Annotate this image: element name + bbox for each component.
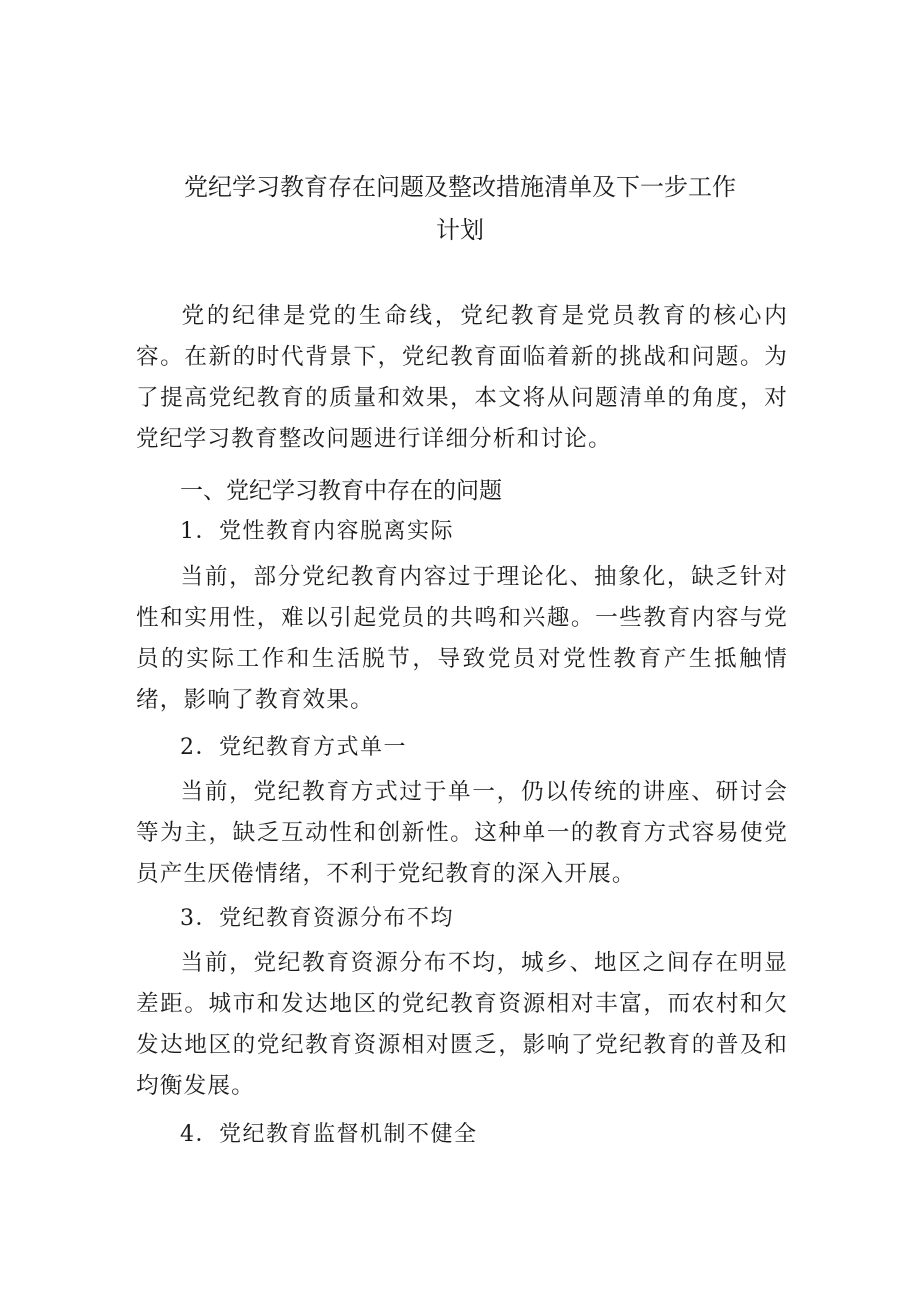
intro-text: 党的纪律是党的生命线，党纪教育是党员教育的核心内容。在新的时代背景下，党纪教育面临着新的挑战和问题。为了提高党纪教育的质量和效果，本文将从问题清单的角度，对党纪学习教育整改问题进行详细分析和讨论。 <box>136 303 788 452</box>
intro-paragraph <box>136 296 788 460</box>
document-title-line1: 党纪学习教育存在问题及整改措施清单及下一步工作 <box>184 173 736 201</box>
item-body-3 <box>136 943 788 1107</box>
item-heading-1: 1．党性教育内容脱离实际 <box>180 519 454 544</box>
item-body-1-text: 当前，部分党纪教育内容过于理论化、抽象化，缺乏针对性和实用性，难以引起党员的共鸣和兴趣。一些教育内容与党员的实际工作和生活脱节，导致党员对党性教育产生抵触情绪，影响了教育效果。 <box>136 564 788 713</box>
section-heading: 一、党纪学习教育中存在的问题 <box>180 478 502 504</box>
document-title-line2: 计划 <box>436 216 484 244</box>
item-heading-4: 4．党纪教育监督机制不健全 <box>180 1122 478 1147</box>
item-heading-3: 3．党纪教育资源分布不均 <box>180 906 454 931</box>
item-body-3-text: 当前，党纪教育资源分布不均，城乡、地区之间存在明显差距。城市和发达地区的党纪教育资源相对丰富，而农村和欠发达地区的党纪教育资源相对匮乏，影响了党纪教育的普及和均衡发展。 <box>136 950 788 1099</box>
item-body-1 <box>136 557 788 721</box>
item-body-2 <box>136 772 788 895</box>
item-heading-2: 2．党纪教育方式单一 <box>180 735 407 760</box>
item-body-2-text: 当前，党纪教育方式过于单一，仍以传统的讲座、研讨会等为主，缺乏互动性和创新性。这种单一的教育方式容易使党员产生厌倦情绪，不利于党纪教育的深入开展。 <box>136 779 788 887</box>
